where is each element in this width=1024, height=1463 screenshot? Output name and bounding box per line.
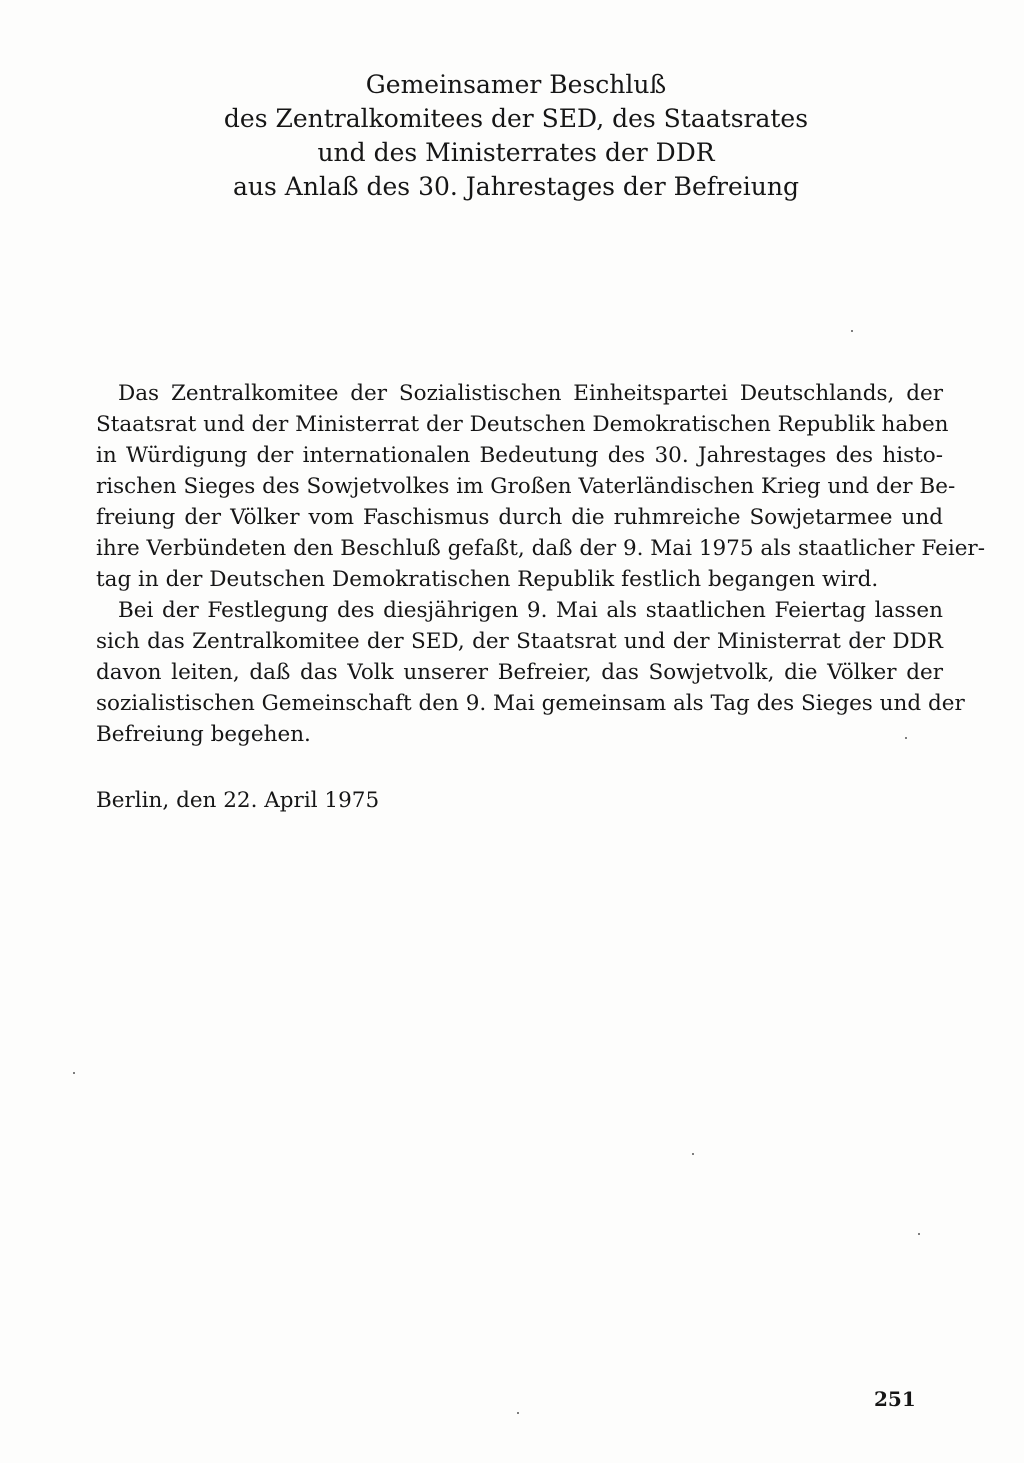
text-line: Staatsrat und der Ministerrat der Deutschen Demokratischen Republik haben	[96, 412, 949, 437]
title-line-2: des Zentralkomitees der SED, des Staatsrates	[223, 104, 809, 133]
text-line: tag in der Deutschen Demokratischen Republik festlich begangen wird.	[96, 567, 879, 592]
print-speck	[851, 330, 853, 332]
text-line: Befreiung begehen.	[96, 722, 311, 747]
text-line: Das Zentralkomitee der Sozialistischen Einheitspartei Deutschlands, der	[118, 381, 943, 406]
page-number: 251	[874, 1387, 916, 1411]
date-line: Berlin, den 22. April 1975	[96, 788, 380, 813]
print-speck	[517, 1412, 519, 1414]
text-line: davon leiten, daß das Volk unserer Befreier, das Sowjetvolk, die Völker der	[96, 660, 943, 685]
text-line: sich das Zentralkomitee der SED, der Staatsrat und der Ministerrat der DDR	[96, 629, 943, 654]
text-line: in Würdigung der internationalen Bedeutung des 30. Jahrestages des histo-	[96, 443, 943, 468]
print-speck	[692, 1153, 694, 1155]
print-speck	[918, 1233, 920, 1235]
title-line-1: Gemeinsamer Beschluß	[365, 70, 667, 99]
title-line-4: aus Anlaß des 30. Jahrestages der Befreiung	[233, 172, 799, 201]
text-line: freiung der Völker vom Faschismus durch die ruhmreiche Sowjetarmee und	[96, 505, 943, 530]
text-line: sozialistischen Gemeinschaft den 9. Mai gemeinsam als Tag des Sieges und der	[96, 691, 965, 716]
text-line: rischen Sieges des Sowjetvolkes im Großen Vaterländischen Krieg und der Be-	[96, 474, 956, 499]
document-title	[200, 68, 832, 204]
print-speck	[905, 737, 907, 739]
title-line-3: und des Ministerrates der DDR	[317, 138, 715, 167]
paragraph-2	[96, 595, 965, 750]
paragraph-1	[96, 378, 985, 595]
text-line: Bei der Festlegung des diesjährigen 9. Mai als staatlichen Feiertag lassen	[118, 598, 943, 623]
text-line: ihre Verbündeten den Beschluß gefaßt, daß der 9. Mai 1975 als staatlicher Feier-	[96, 536, 985, 561]
body-text	[96, 378, 985, 750]
print-speck	[73, 1072, 75, 1074]
